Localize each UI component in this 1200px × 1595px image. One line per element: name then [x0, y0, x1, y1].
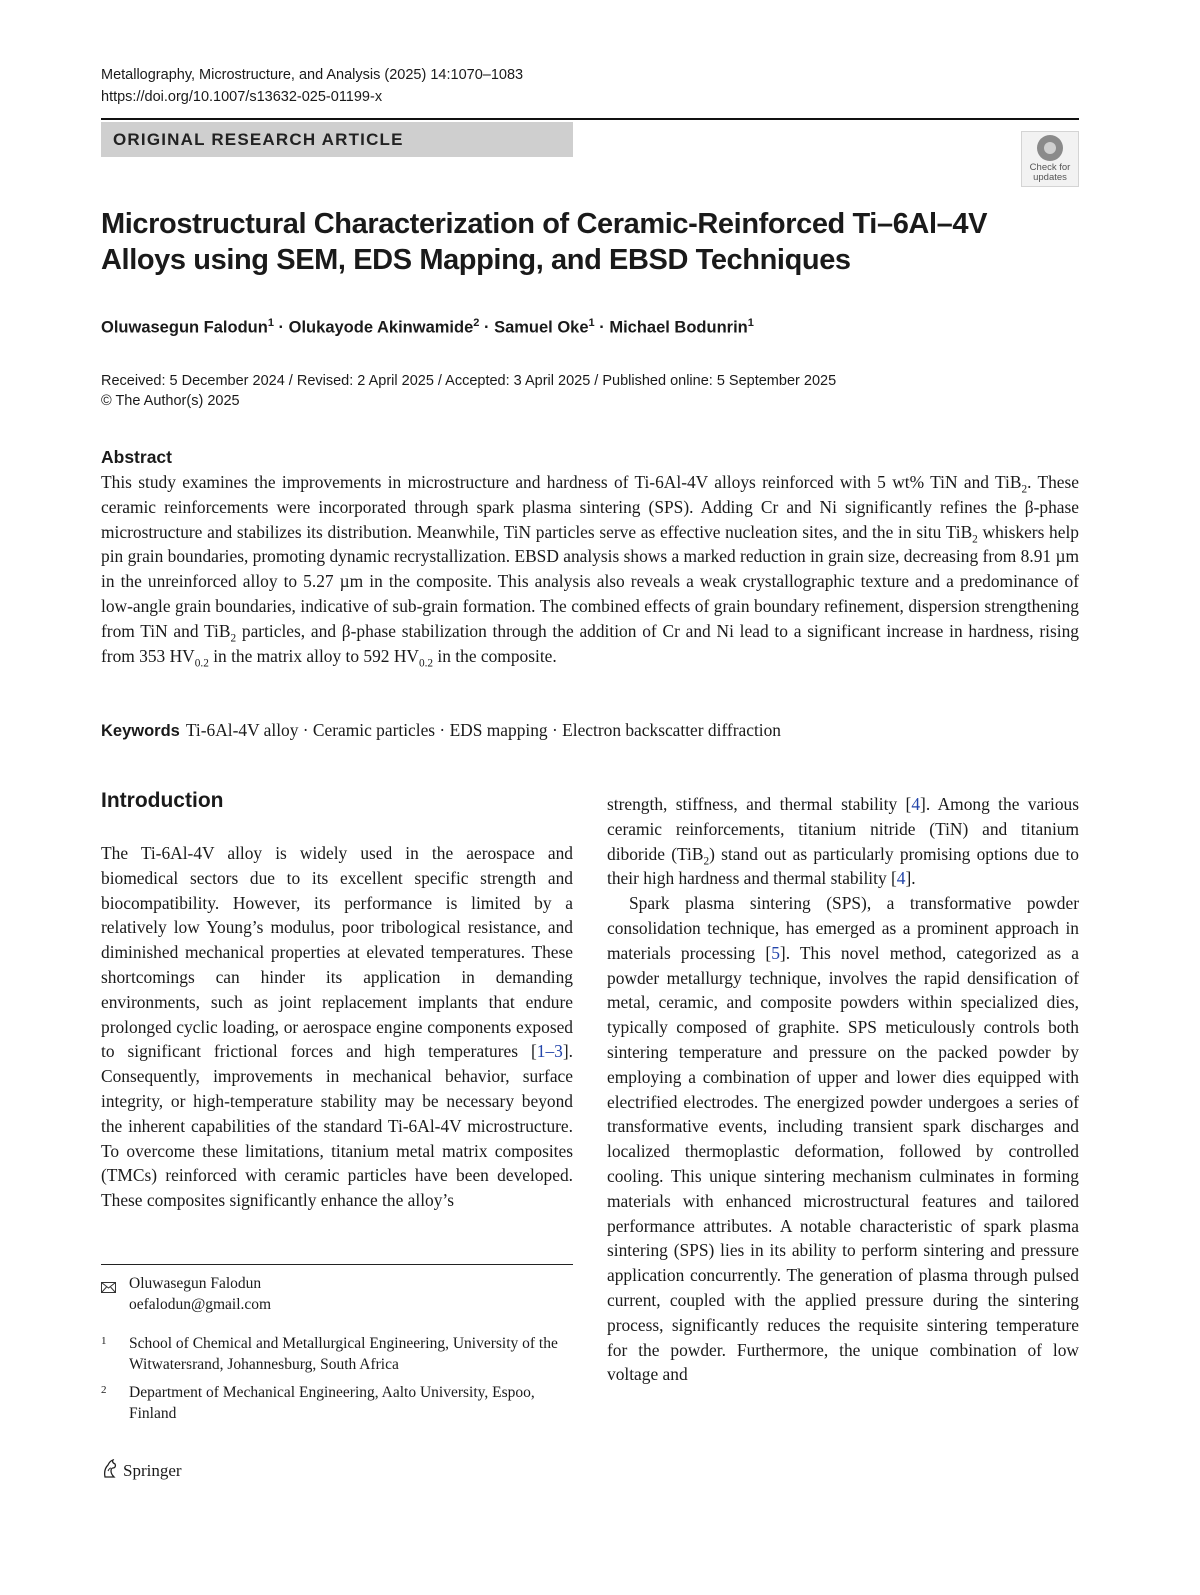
introduction-column-2 [607, 792, 1079, 1387]
citation-link[interactable]: 5 [771, 942, 780, 963]
publisher-name: Springer [123, 1461, 182, 1480]
author-affiliation-mark: 2 [473, 317, 480, 329]
check-badge-line2: updates [1033, 172, 1067, 183]
keywords-list: Ti-6Al-4V alloy · Ceramic particles · EDS mapping · Electron backscatter diffraction [185, 720, 781, 740]
header-rule [101, 118, 1079, 120]
affiliation-number: 2 [101, 1384, 107, 1396]
contact-email[interactable]: oefalodun@gmail.com [129, 1296, 272, 1313]
section-heading-introduction: Introduction [101, 789, 224, 812]
keywords-label: Keywords [101, 722, 180, 740]
author-separator: · [273, 318, 289, 337]
introduction-paragraph-1-cont: strength, stiffness, and thermal stability [4]. Among the various ceramic reinforcements, titanium nitride (TiN) and titanium diboride (TiB$_2$) stand out as particularly promising options due to their high hardness and thermal stability [4]. [607, 794, 1079, 889]
citation-link[interactable]: 4 [911, 794, 921, 814]
article-type-banner [101, 122, 573, 157]
author-affiliation-mark: 1 [267, 317, 274, 329]
footnote-rule [101, 1264, 573, 1265]
springer-horse-icon [101, 1459, 119, 1479]
keywords [101, 718, 1079, 743]
check-for-updates-icon [1037, 135, 1063, 161]
publisher-logo [101, 1459, 182, 1482]
citation-link[interactable]: 1–3 [536, 1041, 563, 1062]
check-badge-line1: Check for [1029, 162, 1071, 173]
author-affiliation-mark: 1 [747, 317, 754, 329]
article-type-label: ORIGINAL RESEARCH ARTICLE [113, 130, 404, 149]
corresponding-author [101, 1273, 271, 1315]
citation-link[interactable]: 4 [896, 868, 906, 889]
envelope-icon [101, 1278, 117, 1299]
author-name[interactable]: Oluwasegun Falodun [101, 318, 268, 337]
author-name[interactable]: Michael Bodunrin [609, 318, 748, 337]
author-affiliation-mark: 1 [588, 317, 595, 329]
abstract-heading: Abstract [101, 447, 172, 467]
title-line-2: Alloys using SEM, EDS Mapping, and EBSD Techniques [101, 244, 851, 276]
doi-link[interactable]: https://doi.org/10.1007/s13632-025-01199-x [101, 89, 383, 105]
copyright-line: © The Author(s) 2025 [101, 393, 240, 409]
author-separator: · [479, 318, 495, 337]
author-separator: · [594, 318, 610, 337]
affiliation-text: Department of Mechanical Engineering, Aalto University, Espoo, Finland [129, 1384, 535, 1422]
introduction-paragraph-1: The Ti-6Al-4V alloy is widely used in the aerospace and biomedical sectors due to its excellent specific strength and biocompatibility. However, its performance is limited by a relatively low Young’s modulus, poor tribological resistance, and diminished mechanical properties at elevated temperatures. These shortcomings can hinder its application in demanding environments, such as joint replacement implants that endure prolonged cyclic loading, or aerospace engine components exposed to significant frictional forces and high temperatures [1–3]. Consequently, improvements in mechanical behavior, surface integrity, or high-temperature stability may be necessary beyond the inherent capabilities of the standard Ti-6Al-4V microstructure. To overcome these limitations, titanium metal matrix composites (TMCs) reinforced with ceramic particles have been developed. These composites significantly enhance the alloy’s [101, 843, 573, 1211]
abstract-text: This study examines the improvements in microstructure and hardness of Ti-6Al-4V alloys reinforced with 5 wt% TiN and TiB$_2$. These ceramic reinforcements were incorporated through spark plasma sintering (SPS). Adding Cr and Ni significantly refines the β-phase microstructure and stabilizes its distribution. Meanwhile, TiN particles serve as effective nucleation sites, and the in situ TiB$_2$ whiskers help pin grain boundaries, promoting dynamic recrystallization. EBSD analysis shows a marked reduction in grain size, decreasing from 8.91 µm in the unreinforced alloy to 5.27 µm in the composite. This analysis also reveals a weak crystallographic texture and a predominance of low-angle grain boundaries, indicative of sub-grain formation. The combined effects of grain boundary refinement, dispersion strengthening from TiN and TiB$_2$ particles, and β-phase stabilization through the addition of Cr and Ni lead to a significant increase in hardness, rising from 353 $HV_{0.2}$ in the matrix alloy to 592 $HV_{0.2}$ in the composite. [101, 472, 1079, 670]
author-list [101, 312, 754, 339]
journal-info [101, 64, 523, 108]
author-name[interactable]: Samuel Oke [494, 318, 589, 337]
title-line-1: Microstructural Characterization of Ceramic-Reinforced Ti–6Al–4V [101, 208, 988, 240]
paper-title [101, 206, 1001, 278]
check-for-updates-badge[interactable] [1021, 131, 1079, 187]
date-history: Received: 5 December 2024 / Revised: 2 April 2025 / Accepted: 3 April 2025 / Published online: 5 September 2025 [101, 373, 837, 389]
introduction-paragraph-2: Spark plasma sintering (SPS), a transformative powder consolidation technique, has emerged as a prominent approach in materials processing [5]. This novel method, categorized as a powder metallurgy technique, involves the rapid densification of metal, ceramic, and composite powders within specialized dies, typically composed of graphite. SPS meticulously controls both sintering temperature and pressure on the packed powder by employing a combination of upper and lower dies equipped with electrified electrodes. The energized powder undergoes a series of transformative events, including transient spark discharges and localized thermoplastic deformation, followed by controlled cooling. This unique sintering mechanism culminates in forming materials with enhanced microstructural features and tailored performance attributes. A notable characteristic of spark plasma sintering (SPS) lies in its ability to perform sintering and pressure application concurrently. The generation of plasma through pulsed current, coupled with the applied pressure during the sintering process, significantly reduces the requisite sintering temperature for the powder. Furthermore, the unique combination of low voltage and [607, 893, 1079, 1385]
check-badge-text [1022, 163, 1078, 183]
contact-name: Oluwasegun Falodun [129, 1275, 262, 1292]
affiliation-number: 1 [101, 1335, 107, 1347]
affiliation-text: School of Chemical and Metallurgical Engineering, University of the Witwatersrand, Johannesburg, South Africa [129, 1335, 558, 1373]
journal-citation: Metallography, Microstructure, and Analysis (2025) 14:1070–1083 [101, 67, 524, 83]
author-name[interactable]: Olukayode Akinwamide [288, 318, 474, 337]
publication-dates [101, 371, 836, 411]
